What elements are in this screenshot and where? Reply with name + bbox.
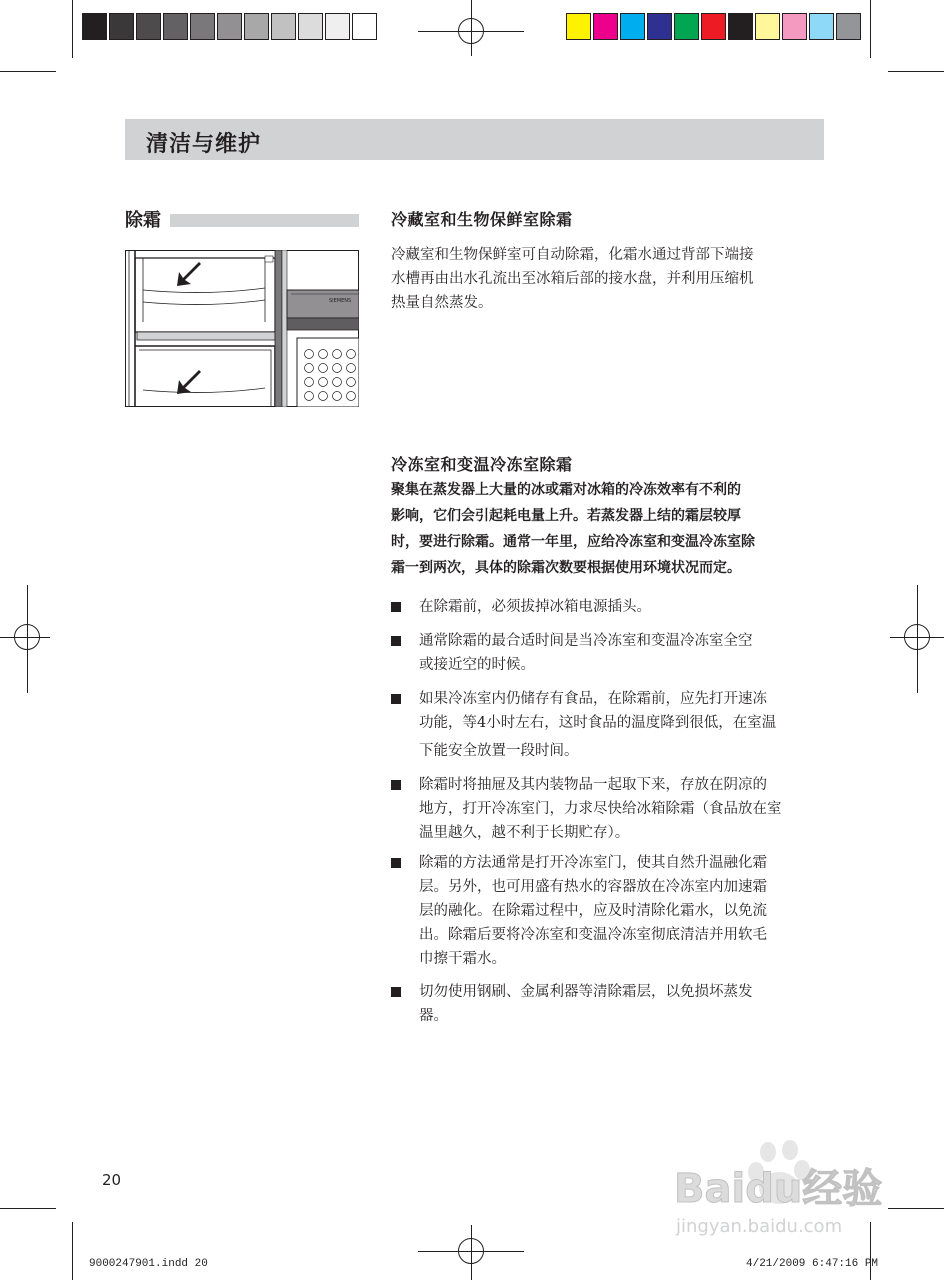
bullet-square-icon <box>391 987 401 997</box>
color-swatch <box>566 13 591 40</box>
color-swatch <box>620 13 645 40</box>
text-line: 功能，等4小时左右，这时食品的温度降到很低，在室温 <box>419 715 777 731</box>
gray-swatch <box>352 13 377 40</box>
text-line: 水槽再由出水孔流出至冰箱后部的接水盘，并利用压缩机 <box>391 271 754 287</box>
gray-swatch <box>163 13 188 40</box>
list-item <box>419 851 827 971</box>
text-line: 出。除霜后要将冷冻室和变温冷冻室彻底清洁并用软毛 <box>419 927 767 943</box>
color-swatch <box>728 13 753 40</box>
color-swatch <box>701 13 726 40</box>
color-swatch <box>647 13 672 40</box>
text-line: 冷藏室和生物保鲜室可自动除霜，化霜水通过背部下端接 <box>391 247 754 263</box>
gray-swatch <box>244 13 269 40</box>
gray-swatch <box>271 13 296 40</box>
bullet-square-icon <box>391 780 401 790</box>
footer-file-info: 9000247901.indd 20 <box>89 1258 208 1270</box>
text-line: 霜一到两次，具体的除霜次数要根据使用环境状况而定。 <box>391 560 741 576</box>
text-line: 除霜时将抽屉及其内装物品一起取下来，存放在阴凉的 <box>419 777 767 793</box>
text-line: 在除霜前，必须拔掉冰箱电源插头。 <box>419 599 651 615</box>
defrost-illustration <box>125 250 359 407</box>
color-swatch <box>674 13 699 40</box>
list-item <box>419 687 827 763</box>
text-line: 除霜的方法通常是打开冷冻室门，使其自然升温融化霜 <box>419 855 767 871</box>
text-line: 下能安全放置一段时间。 <box>419 743 579 759</box>
gray-swatch <box>136 13 161 40</box>
text-line: 巾擦干霜水。 <box>419 951 506 967</box>
sidebar-heading-rule <box>170 214 359 227</box>
gray-swatch <box>217 13 242 40</box>
text-line: 如果冷冻室内仍储存有食品，在除霜前，应先打开速冻 <box>419 691 767 707</box>
color-swatch <box>755 13 780 40</box>
bullet-square-icon <box>391 694 401 704</box>
text-line: 层的融化。在除霜过程中，应及时清除化霜水，以免流 <box>419 903 767 919</box>
baidu-jingyan-watermark <box>672 1140 892 1240</box>
gray-swatch <box>190 13 215 40</box>
color-swatch <box>593 13 618 40</box>
color-swatch <box>836 13 861 40</box>
text-line: 地方，打开冷冻室门，力求尽快给冰箱除霜（食品放在室 <box>419 801 782 817</box>
list-item <box>419 595 827 619</box>
text-line: 通常除霜的最合适时间是当冷冻室和变温冷冻室全空 <box>419 633 753 649</box>
section1-paragraph <box>391 243 827 315</box>
gray-swatch <box>82 13 107 40</box>
gray-swatch <box>325 13 350 40</box>
list-item <box>419 773 827 845</box>
text-line: 切勿使用钢刷、金属利器等清除霜层，以免损坏蒸发 <box>419 984 753 1000</box>
section-heading-refrigerator-defrost: 冷藏室和生物保鲜室除霜 <box>391 210 573 229</box>
section-heading-freezer-defrost: 冷冻室和变温冷冻室除霜 <box>391 455 573 474</box>
list-item <box>419 980 827 1028</box>
text-line: 层。另外，也可用盛有热水的容器放在冷冻室内加速霜 <box>419 879 767 895</box>
section2-intro-paragraph <box>391 477 827 581</box>
bullet-square-icon <box>391 636 401 646</box>
text-line: 器。 <box>419 1008 448 1024</box>
text-line: 温里越久，越不利于长期贮存）。 <box>419 825 630 841</box>
bullet-square-icon <box>391 602 401 612</box>
watermark-url: jingyan.baidu.com <box>676 1216 843 1237</box>
gray-swatch <box>298 13 323 40</box>
color-swatch <box>809 13 834 40</box>
text-line: 或接近空的时候。 <box>419 657 535 673</box>
page-number: 20 <box>102 1171 122 1189</box>
watermark-logo: Baidu经验 <box>674 1166 883 1212</box>
page-title: 清洁与维护 <box>146 132 262 157</box>
text-line: 聚集在蒸发器上大量的冰或霜对冰箱的冷冻效率有不利的 <box>391 482 741 498</box>
footer-timestamp: 4/21/2009 6:47:16 PM <box>746 1258 879 1270</box>
brand-label: SIEMENS <box>329 298 352 304</box>
list-item <box>419 629 827 677</box>
gray-swatch <box>109 13 134 40</box>
color-swatch <box>782 13 807 40</box>
text-line: 影响，它们会引起耗电量上升。若蒸发器上结的霜层较厚 <box>391 508 741 524</box>
bullet-square-icon <box>391 858 401 868</box>
sidebar-heading: 除霜 <box>125 210 161 231</box>
text-line: 热量自然蒸发。 <box>391 295 493 311</box>
text-line: 时，要进行除霜。通常一年里，应给冷冻室和变温冷冻室除 <box>391 534 755 550</box>
